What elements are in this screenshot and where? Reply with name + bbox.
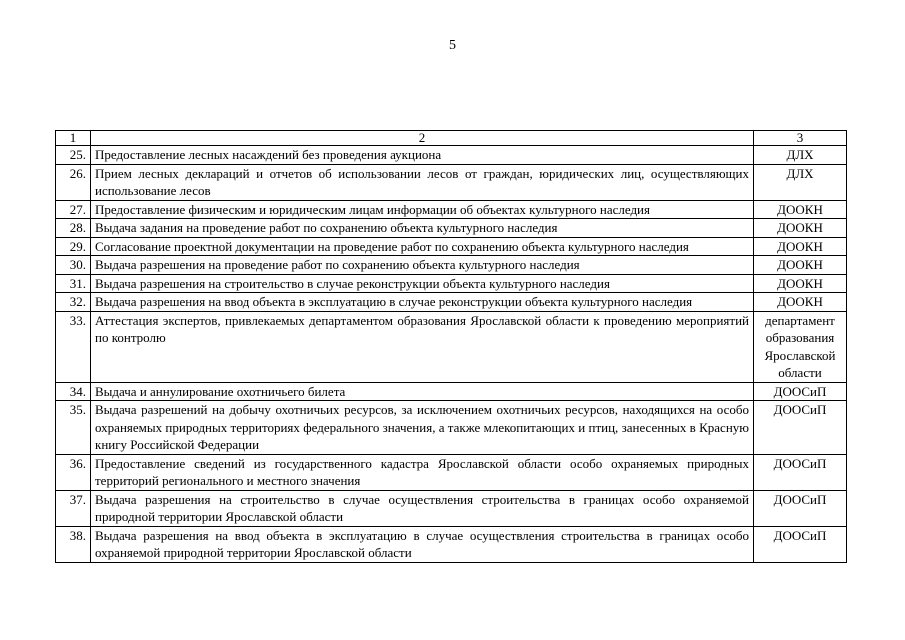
- row-number: 37.: [56, 490, 91, 526]
- responsible-body: ДООСиП: [754, 454, 847, 490]
- responsible-body: ДООКН: [754, 293, 847, 312]
- table-row: [56, 526, 847, 562]
- row-number: 27.: [56, 200, 91, 219]
- table-header-row: [56, 131, 847, 146]
- table-row: [56, 490, 847, 526]
- service-description: Предоставление физическим и юридическим лицам информации об объектах культурного наследия: [91, 200, 754, 219]
- row-number: 30.: [56, 256, 91, 275]
- responsible-body: ДООСиП: [754, 382, 847, 401]
- table-row: [56, 382, 847, 401]
- row-number: 26.: [56, 164, 91, 200]
- responsible-body: департамент образования Ярославской области: [754, 311, 847, 382]
- table-row: [56, 200, 847, 219]
- row-number: 29.: [56, 237, 91, 256]
- row-number: 28.: [56, 219, 91, 238]
- table-row: [56, 401, 847, 455]
- service-description: Согласование проектной документации на проведение работ по сохранению объекта культурного наследия: [91, 237, 754, 256]
- responsible-body: ДООКН: [754, 274, 847, 293]
- service-description: Выдача разрешения на проведение работ по сохранению объекта культурного наследия: [91, 256, 754, 275]
- row-number: 34.: [56, 382, 91, 401]
- service-description: Выдача и аннулирование охотничьего билета: [91, 382, 754, 401]
- row-number: 38.: [56, 526, 91, 562]
- responsible-body: ДООКН: [754, 256, 847, 275]
- service-description: Аттестация экспертов, привлекаемых департаментом образования Ярославской области к проведению мероприятий по контролю: [91, 311, 754, 382]
- responsible-body: ДООСиП: [754, 490, 847, 526]
- table-row: [56, 237, 847, 256]
- row-number: 31.: [56, 274, 91, 293]
- service-description: Предоставление сведений из государственного кадастра Ярославской области особо охраняемых природных территорий регионального и местного значения: [91, 454, 754, 490]
- row-number: 36.: [56, 454, 91, 490]
- table-row: [56, 311, 847, 382]
- services-table: [55, 130, 847, 563]
- responsible-body: ДООКН: [754, 237, 847, 256]
- service-description: Выдача задания на проведение работ по сохранению объекта культурного наследия: [91, 219, 754, 238]
- service-description: Выдача разрешения на строительство в случае реконструкции объекта культурного наследия: [91, 274, 754, 293]
- service-description: Предоставление лесных насаждений без проведения аукциона: [91, 146, 754, 165]
- service-description: Выдача разрешения на ввод объекта в эксплуатацию в случае реконструкции объекта культурного наследия: [91, 293, 754, 312]
- column-header: 3: [754, 131, 847, 146]
- responsible-body: ДООКН: [754, 200, 847, 219]
- service-description: Выдача разрешений на добычу охотничьих ресурсов, за исключением охотничьих ресурсов, находящихся на особо охраняемых природных территориях федерального значения, а также млекопитающих и птиц, занесенных в Красную книгу Российской Федерации: [91, 401, 754, 455]
- column-header: 1: [56, 131, 91, 146]
- service-description: Выдача разрешения на строительство в случае осуществления строительства в границах особо охраняемой природной территории Ярославской области: [91, 490, 754, 526]
- service-description: Выдача разрешения на ввод объекта в эксплуатацию в случае осуществления строительства в границах особо охраняемой природной территории Ярославской области: [91, 526, 754, 562]
- responsible-body: ДЛХ: [754, 146, 847, 165]
- table-row: [56, 164, 847, 200]
- row-number: 35.: [56, 401, 91, 455]
- service-description: Прием лесных деклараций и отчетов об использовании лесов от граждан, юридических лиц, осуществляющих использование лесов: [91, 164, 754, 200]
- responsible-body: ДЛХ: [754, 164, 847, 200]
- table-row: [56, 274, 847, 293]
- table-row: [56, 293, 847, 312]
- table-row: [56, 219, 847, 238]
- responsible-body: ДООСиП: [754, 401, 847, 455]
- row-number: 33.: [56, 311, 91, 382]
- page-number: 5: [449, 38, 456, 53]
- row-number: 32.: [56, 293, 91, 312]
- table-row: [56, 256, 847, 275]
- responsible-body: ДООСиП: [754, 526, 847, 562]
- row-number: 25.: [56, 146, 91, 165]
- table-row: [56, 146, 847, 165]
- table-row: [56, 454, 847, 490]
- responsible-body: ДООКН: [754, 219, 847, 238]
- column-header: 2: [91, 131, 754, 146]
